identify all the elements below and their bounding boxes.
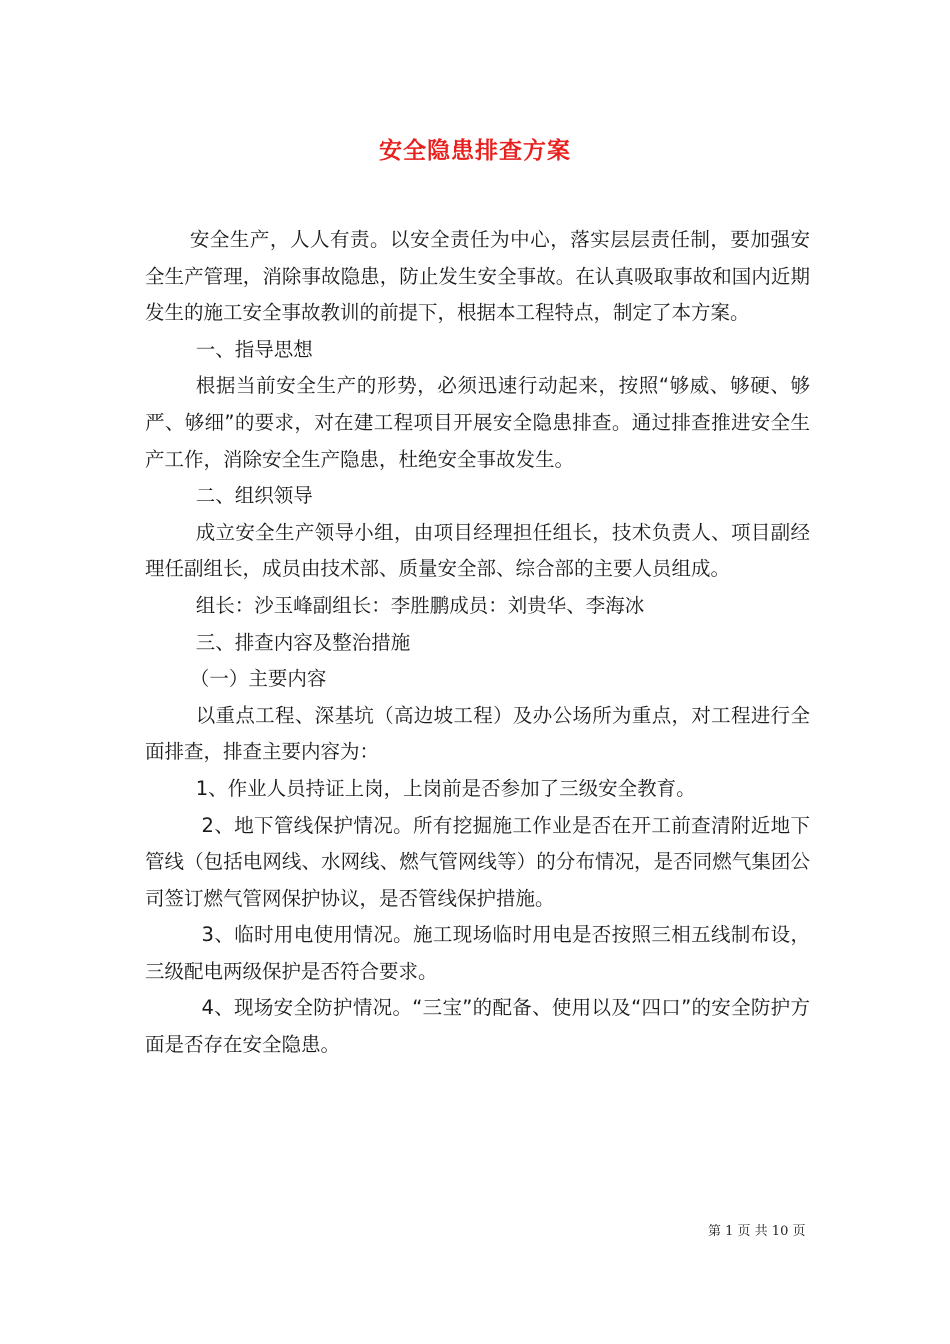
list-item-1: 1、作业人员持证上岗，上岗前是否参加了三级安全教育。 xyxy=(195,776,696,800)
section-heading-guiding-principle: 一、指导思想 xyxy=(195,337,313,361)
list-item-4: 4、现场安全防护情况。“三宝”的配备、使用以及“四口”的安全防护方面是否存在安全隐患。 xyxy=(145,996,810,1057)
document-body xyxy=(145,222,810,1064)
guiding-principle-paragraph: 根据当前安全生产的形势，必须迅速行动起来，按照“够威、够硬、够严、够细”的要求，对在建工程项目开展安全隐患排查。通过排查推进安全生产工作，消除安全生产隐患，杜绝安全事故发生。 xyxy=(145,374,810,471)
main-content-paragraph: 以重点工程、深基坑（高边坡工程）及办公场所为重点，对工程进行全面排查，排查主要内容为： xyxy=(145,703,810,764)
intro-paragraph: 安全生产，人人有责。以安全责任为中心，落实层层责任制，要加强安全生产管理，消除事故隐患，防止发生安全事故。在认真吸取事故和国内近期发生的施工安全事故教训的前提下，根据本工程特点，制定了本方案。 xyxy=(145,228,810,325)
page-footer: 第 1 页 共 10 页 xyxy=(708,1224,806,1239)
organization-paragraph: 成立安全生产领导小组，由项目经理担任组长，技术负责人、项目副经理任副组长，成员由技术部、质量安全部、综合部的主要人员组成。 xyxy=(145,520,810,581)
subsection-heading-main-content: （一）主要内容 xyxy=(189,667,327,691)
list-item-2: 2、地下管线保护情况。所有挖掘施工作业是否在开工前查清附近地下管线（包括电网线、水网线、燃气管网线等）的分布情况，是否同燃气集团公司签订燃气管网保护协议，是否管线保护措施。 xyxy=(145,813,810,910)
list-item-3: 3、临时用电使用情况。施工现场临时用电是否按照三相五线制布设，三级配电两级保护是否符合要求。 xyxy=(145,923,810,983)
members-line: 组长：沙玉峰副组长：李胜鹏成员：刘贵华、李海冰 xyxy=(195,593,645,617)
section-heading-inspection: 三、排查内容及整治措施 xyxy=(195,630,411,654)
document-title: 安全隐患排查方案 xyxy=(379,137,571,164)
section-heading-organization: 二、组织领导 xyxy=(195,484,313,508)
